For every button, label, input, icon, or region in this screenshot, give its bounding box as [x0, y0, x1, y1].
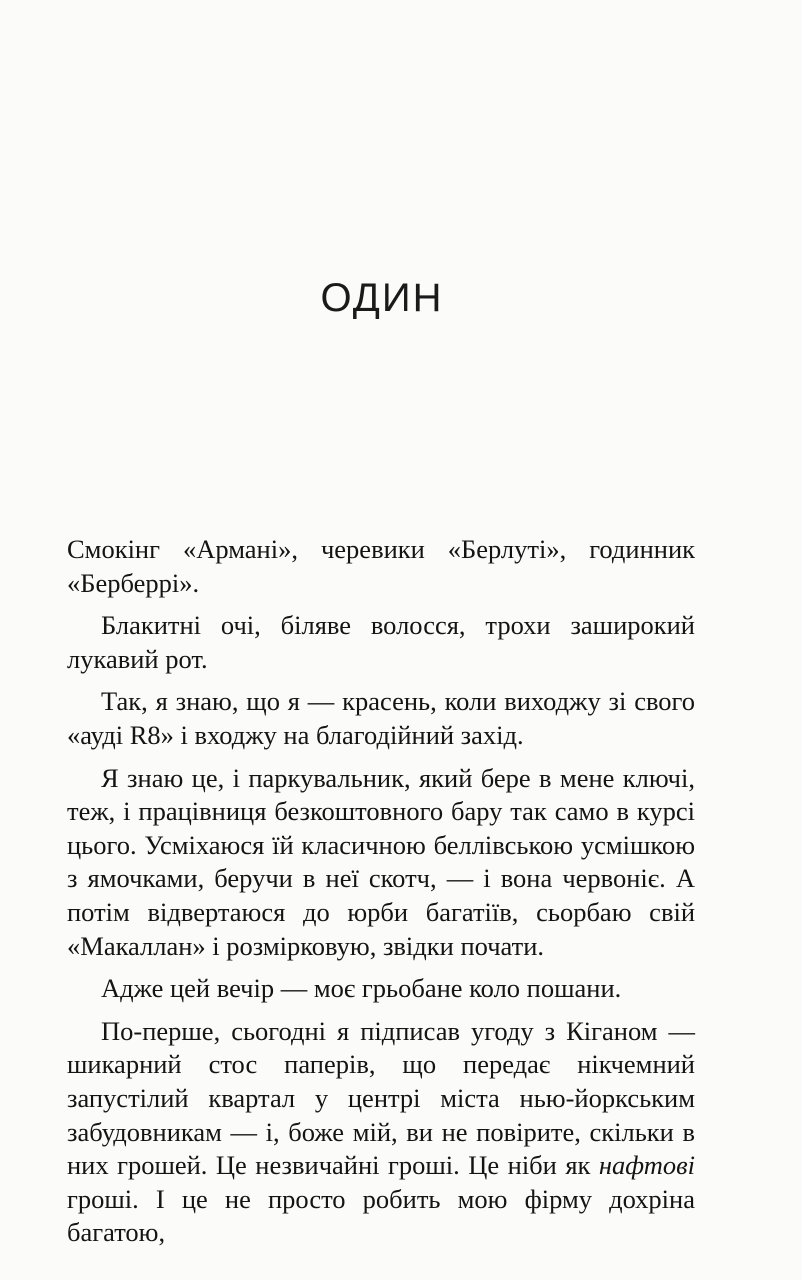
- paragraph-6: [67, 1015, 695, 1250]
- paragraph-5: Адже цей вечір — моє грьобане коло пошани.: [101, 973, 622, 1004]
- paragraph-3: Так, я знаю, що я — красень, коли виходжу зі свого «ауді R8» і входжу на благодійний захід.: [67, 686, 695, 750]
- paragraph-6-text-end: гроші. І це не просто робить мою фірму дохріна багатою,: [67, 1183, 695, 1248]
- paragraph-6-italic-word: нафтові: [598, 1150, 695, 1181]
- chapter-title: ОДИН: [320, 276, 444, 320]
- paragraph-1: Смокінг «Армані», черевики «Берлуті», годинник «Берберрі».: [67, 534, 695, 598]
- chapter-body: [67, 533, 695, 1250]
- paragraph-2: Блакитні очі, біляве волосся, трохи заширокий лукавий рот.: [67, 610, 695, 674]
- paragraph-6-text-start: По-перше, сьогодні я підписав угоду з Кіганом — шикарний стос паперів, що передає нікчемний запустілий квартал у центрі міста нью-йоркським забудовникам — і, боже мій, ви не повірите, скільки в них грошей. Це незвичайні гроші. Це ніби як: [67, 1015, 695, 1181]
- paragraph-4: Я знаю це, і паркувальник, який бере в мене ключі, теж, і працівниця безкоштовного бару так само в курсі цього. Усміхаюся їй класичною беллівською усмішкою з ямочками, беручи в неї скотч, — і вона червоніє. А потім відвертаюся до юрби багатіїв, сьорбаю свій «Макаллан» і розмірковую, звідки почати.: [67, 762, 695, 961]
